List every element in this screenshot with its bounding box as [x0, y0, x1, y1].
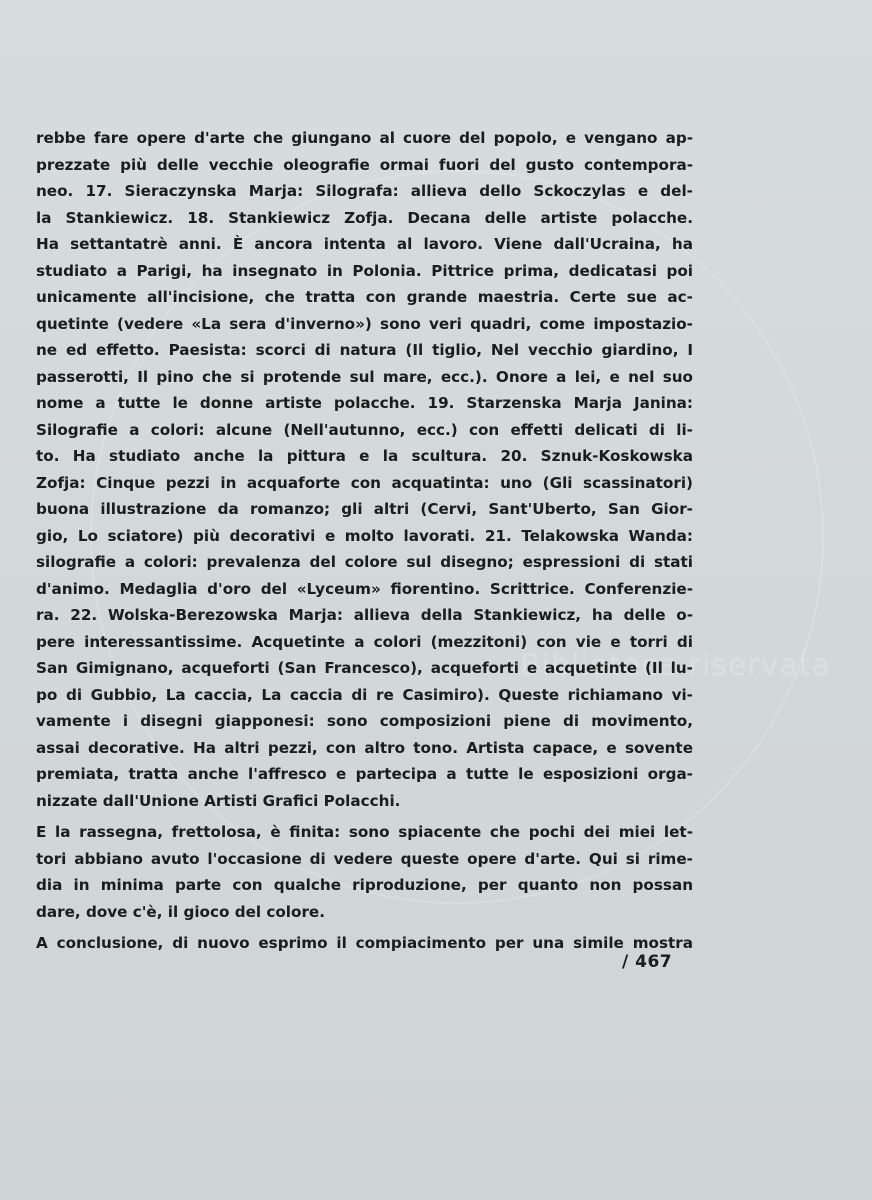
text-line: assai decorative. Ha altri pezzi, con altro tono. Artista capace, e sovente [36, 738, 693, 757]
text-line: unicamente all'incisione, che tratta con grande maestria. Certe sue ac- [36, 288, 693, 306]
text-line: la Stankiewicz. 18. Stankiewicz Zofja. Decana delle artiste polacche. [36, 208, 693, 227]
text-line: A conclusione, di nuovo esprimo il compiacimento per una simile mostra [36, 934, 693, 952]
text-line: ne ed effetto. Paesista: scorci di natura (Il tiglio, Nel vecchio giardino, I [36, 341, 693, 359]
text-line: Ha settantatrè anni. È ancora intenta al lavoro. Viene dall'Ucraina, ha [36, 235, 693, 253]
paragraph-2 [36, 819, 693, 925]
text-line: ra. 22. Wolska-Berezowska Marja: allieva della Stankiewicz, ha delle o- [36, 606, 693, 624]
page-number: / 467 [622, 952, 673, 972]
text-line: premiata, tratta anche l'affresco e partecipa a tutte le esposizioni orga- [36, 765, 693, 783]
text-line: silografie a colori: prevalenza del colore sul disegno; espressioni di stati [36, 553, 693, 571]
watermark-text: Biblioteca riservata [520, 648, 831, 683]
text-line: prezzate più delle vecchie oleografie ormai fuori del gusto contempora- [36, 155, 693, 174]
text-line: passerotti, Il pino che si protende sul mare, ecc.). Onore a lei, e nel suo [36, 367, 693, 386]
text-line: tori abbiano avuto l'occasione di vedere queste opere d'arte. Qui si rime- [36, 849, 693, 868]
text-line: dare, dove c'è, il gioco del colore. [36, 902, 326, 921]
text-line: vamente i disegni giapponesi: sono composizioni piene di movimento, [36, 712, 693, 730]
text-line: San Gimignano, acqueforti (San Francesco), acqueforti e acquetinte (Il lu- [36, 659, 693, 677]
text-line: d'animo. Medaglia d'oro del «Lyceum» fiorentino. Scrittrice. Conferenzie- [36, 579, 693, 598]
text-line: neo. 17. Sieraczynska Marja: Silografa: allieva dello Sckoczylas e del- [36, 182, 693, 200]
text-line: pere interessantissime. Acquetinte a colori (mezzitoni) con vie e torri di [36, 632, 693, 651]
text-line: buona illustrazione da romanzo; gli altri (Cervi, Sant'Uberto, San Gior- [36, 500, 693, 518]
text-line: nizzate dall'Unione Artisti Grafici Polacchi. [36, 791, 401, 810]
text-line: Zofja: Cinque pezzi in acquaforte con acquatinta: uno (Gli scassinatori) [36, 473, 693, 492]
text-line: E la rassegna, frettolosa, è finita: sono spiacente che pochi dei miei let- [36, 823, 693, 841]
body-text [36, 125, 693, 957]
text-line: studiato a Parigi, ha insegnato in Polonia. Pittrice prima, dedicatasi poi [36, 261, 693, 280]
paragraph-1 [36, 125, 693, 814]
text-line: rebbe fare opere d'arte che giungano al cuore del popolo, e vengano ap- [36, 129, 693, 147]
text-line: nome a tutte le donne artiste polacche. 19. Starzenska Marja Janina: [36, 394, 693, 412]
text-line: quetinte (vedere «La sera d'inverno») sono veri quadri, come impostazio- [36, 314, 693, 333]
text-line: po di Gubbio, La caccia, La caccia di re Casimiro). Queste richiamano vi- [36, 685, 693, 704]
paragraph-3 [36, 930, 693, 957]
text-line: dia in minima parte con qualche riproduzione, per quanto non possan [36, 876, 693, 894]
text-line: Silografie a colori: alcune (Nell'autunno, ecc.) con effetti delicati di li- [36, 420, 693, 439]
text-line: to. Ha studiato anche la pittura e la scultura. 20. Sznuk-Koskowska [36, 447, 693, 465]
text-line: gio, Lo sciatore) più decorativi e molto lavorati. 21. Telakowska Wanda: [36, 526, 693, 545]
